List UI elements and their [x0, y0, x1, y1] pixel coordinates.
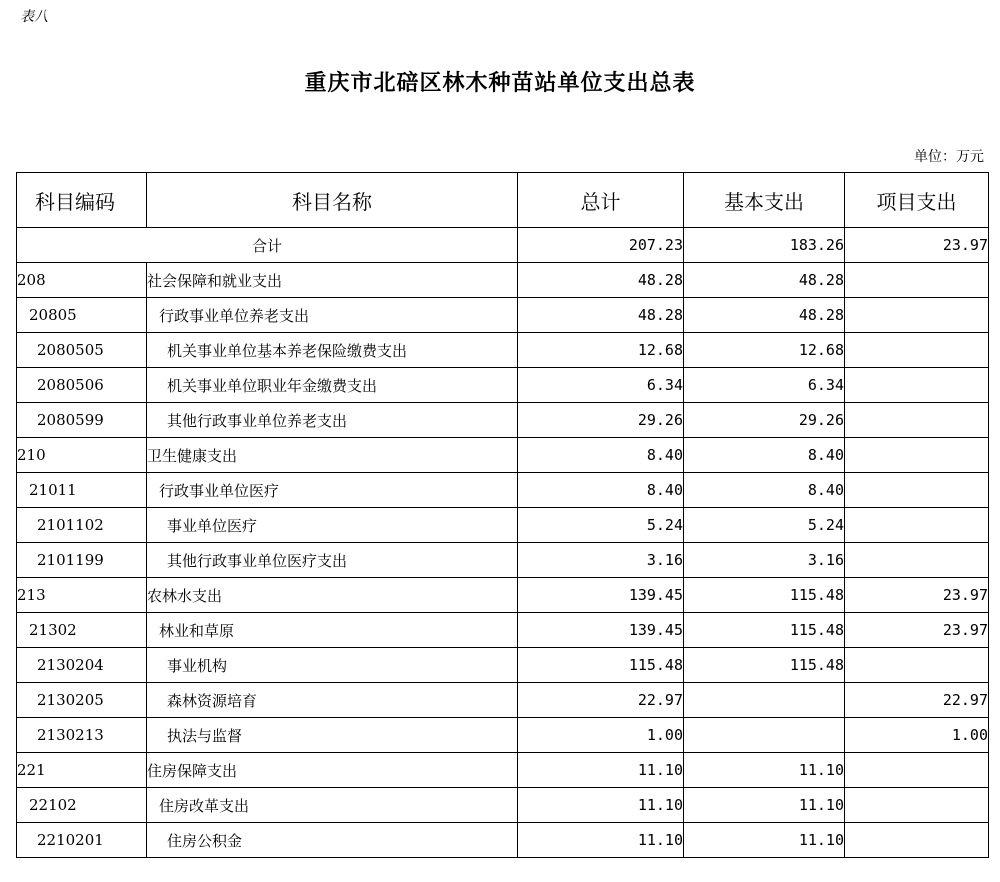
- cell-code: 2080506: [17, 368, 147, 403]
- cell-total: 139.45: [518, 578, 684, 613]
- cell-basic: 115.48: [684, 648, 845, 683]
- cell-basic: 11.10: [684, 823, 845, 858]
- cell-name: 机关事业单位基本养老保险缴费支出: [147, 333, 518, 368]
- cell-project: 1.00: [845, 718, 989, 753]
- cell-basic: 48.28: [684, 263, 845, 298]
- cell-project: [845, 788, 989, 823]
- cell-total: 48.28: [518, 298, 684, 333]
- cell-name: 农林水支出: [147, 578, 518, 613]
- cell-name: 社会保障和就业支出: [147, 263, 518, 298]
- header-project: 项目支出: [845, 173, 989, 228]
- table-row: [17, 683, 989, 718]
- cell-basic: 48.28: [684, 298, 845, 333]
- cell-basic: 12.68: [684, 333, 845, 368]
- cell-code: 2080505: [17, 333, 147, 368]
- cell-name: 其他行政事业单位医疗支出: [147, 543, 518, 578]
- table-row: [17, 543, 989, 578]
- cell-name: 机关事业单位职业年金缴费支出: [147, 368, 518, 403]
- table-row: [17, 613, 989, 648]
- cell-code: 2080599: [17, 403, 147, 438]
- cell-basic: 8.40: [684, 438, 845, 473]
- cell-code: 210: [17, 438, 147, 473]
- cell-total: 8.40: [518, 473, 684, 508]
- cell-code: 21011: [17, 473, 147, 508]
- cell-name: 其他行政事业单位养老支出: [147, 403, 518, 438]
- cell-project: [845, 403, 989, 438]
- cell-project: [845, 333, 989, 368]
- header-row: [17, 173, 989, 228]
- cell-name: 森林资源培育: [147, 683, 518, 718]
- table-row: [17, 788, 989, 823]
- cell-code: 208: [17, 263, 147, 298]
- page-title: 重庆市北碚区林木种苗站单位支出总表: [304, 71, 696, 96]
- header-total: 总计: [518, 173, 684, 228]
- cell-project: [845, 508, 989, 543]
- cell-total: 11.10: [518, 753, 684, 788]
- cell-project: 23.97: [845, 613, 989, 648]
- cell-total: 8.40: [518, 438, 684, 473]
- cell-project: 23.97: [845, 578, 989, 613]
- cell-project: [845, 823, 989, 858]
- cell-name: 住房保障支出: [147, 753, 518, 788]
- cell-total: 11.10: [518, 788, 684, 823]
- cell-code: 22102: [17, 788, 147, 823]
- table-row: [17, 718, 989, 753]
- cell-project: [845, 648, 989, 683]
- table-row: [17, 333, 989, 368]
- cell-code: 2130205: [17, 683, 147, 718]
- cell-basic: 3.16: [684, 543, 845, 578]
- cell-total: 11.10: [518, 823, 684, 858]
- table-row: [17, 438, 989, 473]
- table-row: [17, 753, 989, 788]
- cell-basic: 8.40: [684, 473, 845, 508]
- cell-total: 22.97: [518, 683, 684, 718]
- cell-total: 139.45: [518, 613, 684, 648]
- cell-code: 2210201: [17, 823, 147, 858]
- cell-basic: 29.26: [684, 403, 845, 438]
- cell-code: 2130213: [17, 718, 147, 753]
- table-row: [17, 403, 989, 438]
- cell-basic: [684, 683, 845, 718]
- total-project: 23.97: [845, 228, 989, 263]
- table-row: [17, 578, 989, 613]
- total-basic: 183.26: [684, 228, 845, 263]
- cell-basic: 5.24: [684, 508, 845, 543]
- header-name: 科目名称: [147, 173, 518, 228]
- cell-total: 29.26: [518, 403, 684, 438]
- table-row: [17, 473, 989, 508]
- cell-basic: 115.48: [684, 613, 845, 648]
- cell-basic: 6.34: [684, 368, 845, 403]
- cell-total: 1.00: [518, 718, 684, 753]
- header-basic: 基本支出: [684, 173, 845, 228]
- cell-project: [845, 438, 989, 473]
- cell-code: 20805: [17, 298, 147, 333]
- cell-code: 21302: [17, 613, 147, 648]
- cell-basic: [684, 718, 845, 753]
- cell-total: 6.34: [518, 368, 684, 403]
- cell-basic: 11.10: [684, 753, 845, 788]
- cell-code: 2101199: [17, 543, 147, 578]
- cell-total: 12.68: [518, 333, 684, 368]
- cell-name: 行政事业单位医疗: [147, 473, 518, 508]
- cell-project: [845, 473, 989, 508]
- cell-project: [845, 368, 989, 403]
- cell-name: 行政事业单位养老支出: [147, 298, 518, 333]
- cell-name: 住房公积金: [147, 823, 518, 858]
- cell-project: [845, 263, 989, 298]
- unit-label: 单位：万元: [914, 149, 984, 165]
- cell-project: 22.97: [845, 683, 989, 718]
- total-row: [17, 228, 989, 263]
- table-row: [17, 263, 989, 298]
- cell-total: 3.16: [518, 543, 684, 578]
- table-row: [17, 298, 989, 333]
- cell-project: [845, 753, 989, 788]
- cell-name: 事业机构: [147, 648, 518, 683]
- cell-code: 2101102: [17, 508, 147, 543]
- cell-code: 2130204: [17, 648, 147, 683]
- table-row: [17, 823, 989, 858]
- cell-project: [845, 298, 989, 333]
- cell-code: 213: [17, 578, 147, 613]
- cell-name: 林业和草原: [147, 613, 518, 648]
- header-code: 科目编码: [17, 173, 147, 228]
- cell-code: 221: [17, 753, 147, 788]
- cell-name: 卫生健康支出: [147, 438, 518, 473]
- cell-total: 115.48: [518, 648, 684, 683]
- table-row: [17, 648, 989, 683]
- expenditure-table: [16, 172, 989, 858]
- cell-name: 事业单位医疗: [147, 508, 518, 543]
- cell-total: 48.28: [518, 263, 684, 298]
- table-number-label: 表八: [20, 9, 48, 25]
- cell-project: [845, 543, 989, 578]
- cell-name: 住房改革支出: [147, 788, 518, 823]
- total-total: 207.23: [518, 228, 684, 263]
- cell-total: 5.24: [518, 508, 684, 543]
- cell-basic: 11.10: [684, 788, 845, 823]
- total-label: 合计: [17, 228, 518, 263]
- cell-name: 执法与监督: [147, 718, 518, 753]
- cell-basic: 115.48: [684, 578, 845, 613]
- table-row: [17, 508, 989, 543]
- table-row: [17, 368, 989, 403]
